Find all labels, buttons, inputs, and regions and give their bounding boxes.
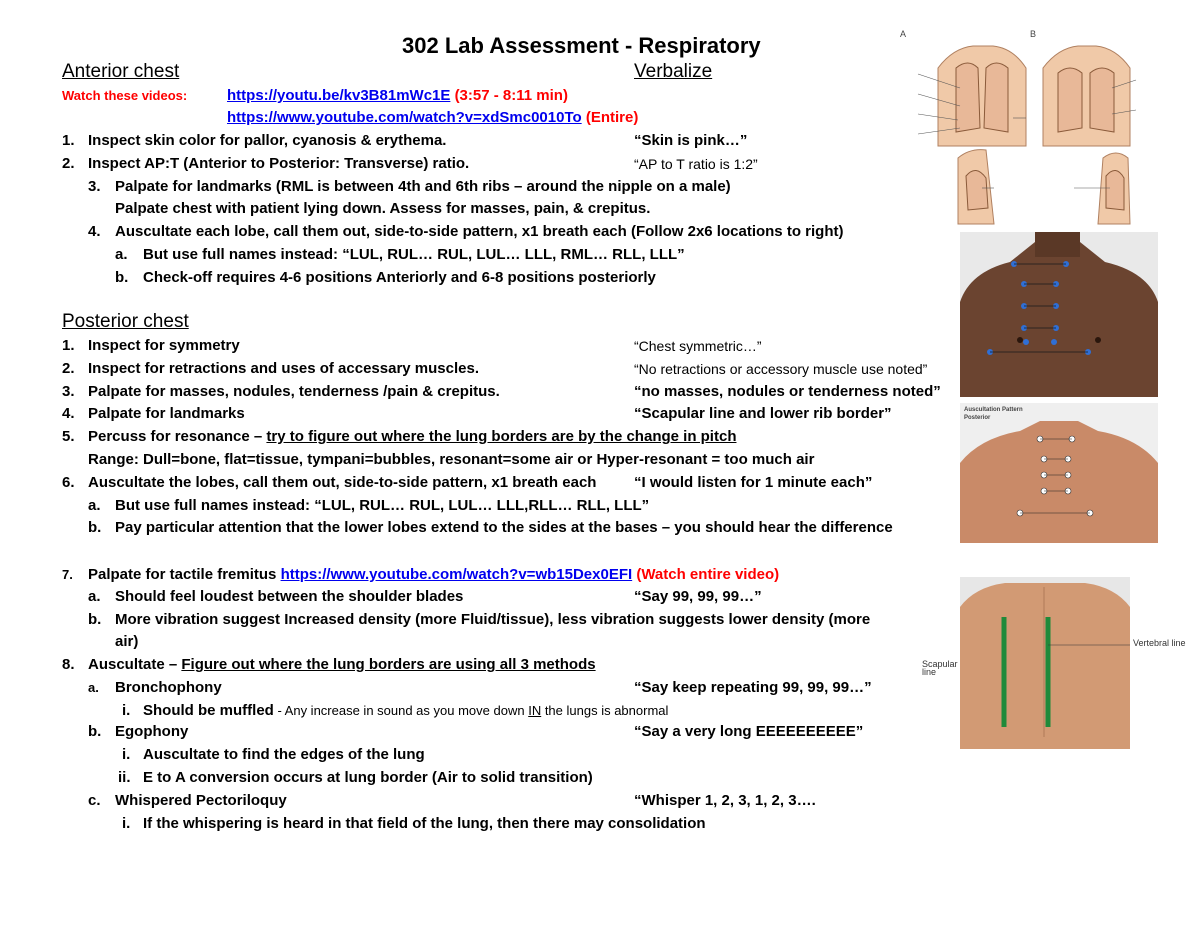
verbalize-text: “no masses, nodules or tenderness noted” [634, 383, 941, 400]
vertebral-line-label: Vertebral line [1133, 638, 1186, 648]
list-item-number: 1. [62, 132, 75, 149]
posterior-item-8a-i [143, 701, 668, 721]
list-item-number: i. [122, 702, 131, 719]
posterior-item-8-text: Auscultate – [88, 656, 182, 673]
video-link-2[interactable]: https://www.youtube.com/watch?v=xdSmc0010To [227, 109, 582, 126]
muffled-text: Should be muffled [143, 702, 274, 719]
verbalize-text: “Skin is pink…” [634, 132, 748, 149]
anterior-item-4a: But use full names instead: “LUL, RUL… RUL, LUL… LLL, RML… RLL, LLL” [143, 246, 685, 263]
list-item-number: i. [122, 746, 131, 763]
egophony-label: Egophony [115, 723, 189, 740]
whispered-pectoriloquy-label: Whispered Pectoriloquy [115, 792, 287, 809]
list-item-number: b. [88, 519, 102, 536]
posterior-auscultation-photo [960, 403, 1158, 543]
video-link-row-2 [227, 108, 638, 128]
posterior-item-7b-line2: air) [115, 633, 139, 650]
video-link-row-1 [227, 86, 568, 106]
muffled-note-underlined: IN [528, 703, 542, 718]
lung-landmarks-diagram [898, 28, 1158, 226]
posterior-item-8-underlined: Figure out where the lung borders are using all 3 methods [181, 656, 596, 673]
anterior-item-2: Inspect AP:T (Anterior to Posterior: Transverse) ratio. [88, 155, 470, 172]
posterior-item-6a: But use full names instead: “LUL, RUL… RUL, LUL… LLL,RLL… RLL, LLL” [115, 497, 650, 514]
diagram-label-a: A [900, 29, 907, 39]
posterior-item-5-text: Percuss for resonance – [88, 428, 267, 445]
verbalize-text: “I would listen for 1 minute each” [634, 474, 873, 491]
bronchophony-label: Bronchophony [115, 679, 222, 696]
muffled-note: - Any increase in sound as you move down [273, 703, 529, 718]
posterior-item-7-text: Palpate for tactile fremitus [88, 566, 277, 583]
posterior-item-8b-i: Auscultate to find the edges of the lung [143, 746, 425, 763]
list-item-number: a. [88, 588, 101, 605]
anterior-item-3: Palpate for landmarks (RML is between 4th and 6th ribs – around the nipple on a male) [115, 178, 731, 195]
posterior-item-4: Palpate for landmarks [88, 405, 245, 422]
list-item-number: 2. [62, 155, 75, 172]
posterior-item-5-underlined: try to figure out where the lung borders are by the change in pitch [266, 428, 737, 445]
anterior-item-4: Auscultate each lobe, call them out, side-to-side pattern, x1 breath each (Follow 2x6 locations to right) [115, 223, 844, 240]
anterior-auscultation-points [960, 232, 1158, 397]
video-link-2-note: (Entire) [585, 109, 639, 126]
list-item-number: b. [88, 611, 102, 628]
posterior-item-3: Palpate for masses, nodules, tenderness /pain & crepitus. [88, 383, 500, 400]
verbalize-text: “Whisper 1, 2, 3, 1, 2, 3…. [634, 792, 816, 809]
posterior-auscultation-points [960, 403, 1158, 543]
posterior-item-6: Auscultate the lobes, call them out, side-to-side pattern, x1 breath each [88, 474, 597, 491]
posterior-item-5 [88, 427, 736, 447]
verbalize-text: “Say a very long EEEEEEEEEE” [634, 723, 864, 740]
list-item-number: a. [115, 246, 128, 263]
posterior-item-7a: Should feel loudest between the shoulder blades [115, 588, 464, 605]
list-item-number: 2. [62, 360, 75, 377]
verbalize-text: “Say keep repeating 99, 99, 99…” [634, 679, 872, 696]
list-item-number: i. [122, 815, 131, 832]
posterior-chest-heading: Posterior chest [62, 311, 189, 332]
list-item-number: 4. [62, 405, 75, 422]
anterior-item-4b: Check-off requires 4-6 positions Anteriorly and 6-8 positions posteriorly [143, 269, 656, 286]
verbalize-text: “Chest symmetric…” [634, 338, 762, 354]
list-item-number: 3. [88, 178, 101, 195]
verbalize-heading: Verbalize [634, 61, 713, 82]
list-item-number: b. [115, 269, 129, 286]
posterior-item-6b: Pay particular attention that the lower lobes extend to the sides at the bases – you should hear the difference [115, 519, 893, 536]
anterior-item-3-line2: Palpate chest with patient lying down. Assess for masses, pain, & crepitus. [115, 200, 651, 217]
lung-diagram-graphic [898, 28, 1158, 226]
list-item-number: 1. [62, 337, 75, 354]
watch-videos-label: Watch these videos: [62, 88, 188, 103]
list-item-number: c. [88, 792, 101, 809]
list-item-number: ii. [118, 769, 131, 786]
posterior-item-8b-ii: E to A conversion occurs at lung border (Air to solid transition) [143, 769, 593, 786]
list-item-number: 8. [62, 656, 75, 673]
video-link-1[interactable]: https://youtu.be/kv3B81mWc1E [227, 87, 451, 104]
posterior-item-8 [88, 655, 596, 675]
list-item-number: a. [88, 497, 101, 514]
list-item-number: 4. [88, 223, 101, 240]
list-item-number: 6. [62, 474, 75, 491]
muffled-note-end: the lungs is abnormal [541, 703, 669, 718]
back-landmarks-graphic [960, 577, 1130, 749]
list-item-number: a. [88, 680, 99, 695]
posterior-item-2: Inspect for retractions and uses of accessary muscles. [88, 360, 480, 377]
fremitus-video-note: (Watch entire video) [636, 566, 780, 583]
video-link-1-note: (3:57 - 8:11 min) [454, 87, 568, 104]
verbalize-text: “Say 99, 99, 99…” [634, 588, 762, 605]
verbalize-text: “Scapular line and lower rib border” [634, 405, 892, 422]
list-item-number: 5. [62, 428, 75, 445]
posterior-item-5-line2: Range: Dull=bone, flat=tissue, tympani=bubbles, resonant=some air or Hyper-resonant = too much air [88, 451, 815, 468]
fremitus-video-link[interactable]: https://www.youtube.com/watch?v=wb15Dex0EFI [280, 566, 633, 583]
verbalize-text: “AP to T ratio is 1:2” [634, 156, 758, 172]
verbalize-text: “No retractions or accessory muscle use noted” [634, 361, 928, 377]
back-landmarks-photo [960, 577, 1130, 749]
anterior-chest-heading: Anterior chest [62, 61, 180, 82]
anterior-chest-photo [960, 232, 1158, 397]
list-item-number: 7. [62, 567, 73, 582]
scapular-line-label: Scapular line [922, 659, 958, 677]
diagram-label-b: B [1030, 29, 1037, 39]
posterior-item-7b: More vibration suggest Increased density (more Fluid/tissue), less vibration suggests lower density (more [115, 611, 871, 628]
back-photo-title: Auscultation Pattern Posterior [964, 407, 1023, 421]
anterior-item-1: Inspect skin color for pallor, cyanosis & erythema. [88, 132, 447, 149]
list-item-number: b. [88, 723, 102, 740]
posterior-item-8c-i: If the whispering is heard in that field of the lung, then there may consolidation [143, 815, 706, 832]
list-item-number: 3. [62, 383, 75, 400]
posterior-item-1: Inspect for symmetry [88, 337, 240, 354]
posterior-item-7 [88, 565, 779, 585]
page-title: 302 Lab Assessment - Respiratory [402, 33, 761, 58]
